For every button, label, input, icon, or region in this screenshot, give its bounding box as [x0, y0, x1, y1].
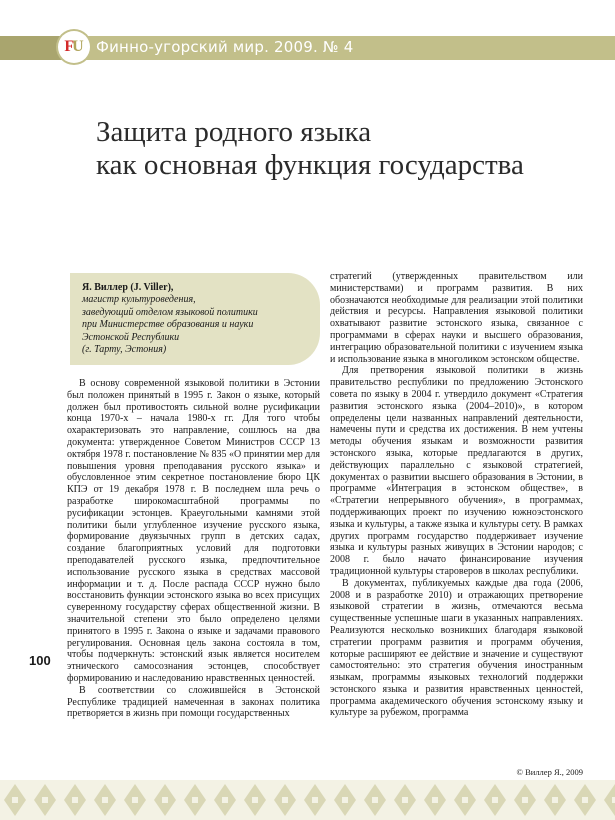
- ornament-center: [132, 797, 138, 803]
- ornament-center: [522, 797, 528, 803]
- ornament-center: [42, 797, 48, 803]
- ornament-center: [252, 797, 258, 803]
- ornament-center: [492, 797, 498, 803]
- ornament-center: [312, 797, 318, 803]
- ornament-center: [552, 797, 558, 803]
- paragraph: В основу современной языковой политики в Эстонии был положен принятый в 1995 г. Закон о языке, который должен был противостоять сильной волне русификации конца 1970-х – начала 1980-х гг. Для того чтобы охарактеризовать это направление, сошлюсь на два документа: утвержденное Советом Министров СССР 13 октября 1978 г. постановление № 835 «О принятии мер для повышения уровня преподавания русского языка» и обусловленное этим секретное постановление бюро ЦК КПЭ от 19 декабря 1978 г. В последнем шла речь о разработке широкомасштабной программы по русификации эстонцев. Краеугольными камнями этой политики были углубленное изучение русского языка, формирование двуязычных групп в детских садах, создание благоприятных условий для подготовки преподавателей русского языка, предпочтительное использование русского языка в средствах массовой информации и т. д. После распада СССР нужно было восстановить функции эстонского языка во всех присущих суверенному государству сферах общественной жизни. В значительной степени это было определено целями принятого в 1995 г. Закона о языке и задачами правового регулирования. Основная цель закона состояла в том, чтобы подчеркнуть: эстонский язык является носителем этнического самосознания эстонцев, способствует формированию и наследованию нравственных ценностей.: [67, 378, 320, 684]
- article-title-line2: как основная функция государства: [96, 149, 524, 181]
- ornament-center: [282, 797, 288, 803]
- ornament-border: [0, 780, 615, 820]
- ornament-center: [222, 797, 228, 803]
- copyright: © Виллер Я., 2009: [516, 767, 583, 777]
- paragraph: стратегий (утвержденных правительством или министерствами) и программ развития. В них обозначаются необходимые для реализации этой политики действия и ресурсы. Направления языковой политики охватывают развитие эстонского языка, связанное с программами в сферах науки и высшего образования, интеграцию образовательной политики с изучением языка и использование языка в многоликом эстонском обществе.: [330, 271, 583, 365]
- paragraph: В соответствии со сложившейся в Эстонской Республике традицией намеченная в законах политика претворяется в жизнь при помощи государственных: [67, 684, 320, 720]
- journal-title: Финно-угорский мир. 2009. № 4: [96, 38, 354, 56]
- page-number: 100: [29, 653, 51, 668]
- author-city: (г. Тарту, Эстония): [82, 344, 167, 356]
- author-degree: магистр культуроведения,: [82, 294, 196, 306]
- body-column-left: [67, 378, 320, 720]
- ornament-center: [432, 797, 438, 803]
- article-title: [96, 116, 596, 182]
- ornament-center: [102, 797, 108, 803]
- paragraph: В документах, публикуемых каждые два года (2006, 2008 и в разработке 2010) и отражающих претворение языковой стратегии в жизнь, отмечаются весьма существенные успешные шаги в указанных направлениях. Реализуются несколько возникших благодаря языковой стратегии программ развития и программ обучения, которые расширяют ее действие и значение и существуют самостоятельно: это стратегия обучения иностранным языкам, программы языковых технологий поддержки эстонского языка и развития нравственных ценностей, программа академического обучения эстонскому языку и культуре за рубежом, программа: [330, 577, 583, 719]
- ornament-center: [372, 797, 378, 803]
- author-country: Эстонской Республики: [82, 331, 180, 343]
- ornament-center: [162, 797, 168, 803]
- body-column-right: [330, 271, 583, 719]
- article-title-line1: Защита родного языка: [96, 116, 372, 148]
- author-ministry: при Министерстве образования и науки: [82, 319, 254, 331]
- ornament-center: [72, 797, 78, 803]
- paragraph: Для претворения языковой политики в жизнь правительство республики по предложению Эстонского совета по языку в 2004 г. утвердило документ «Стратегия развития эстонского языка (2004–2010)», в котором определены цели названных направлений деятельности, намечены пути и средства их достижения. В нем учтены методы обучения языкам и возможности развития эстонского языка, которые предлагаются в других, действующих параллельно с языковой стратегией, документах о развитии высшего образования в Эстонии, в программе «Интеграция в эстонском обществе», в «Стратегии непрерывного обучения», в программах, поддерживающих проект по изучению южноэстонского языка и культуры, а также языка и культуры сету. В рамках других программ государство поддерживает изучение языка и культуры разных живущих в Эстонии народов; с 2008 г. было начато финансирование изучения традиционной культуры староверов в школах республики.: [330, 365, 583, 577]
- journal-logo-icon: F U: [58, 31, 90, 63]
- ornament-center: [342, 797, 348, 803]
- ornament-center: [402, 797, 408, 803]
- author-name: Я. Виллер (J. Viller),: [82, 282, 174, 293]
- ornament-center: [582, 797, 588, 803]
- author-position: заведующий отделом языковой политики: [82, 306, 258, 318]
- ornament-center: [462, 797, 468, 803]
- ornament-center: [192, 797, 198, 803]
- ornament-center: [12, 797, 18, 803]
- author-info: [82, 282, 312, 356]
